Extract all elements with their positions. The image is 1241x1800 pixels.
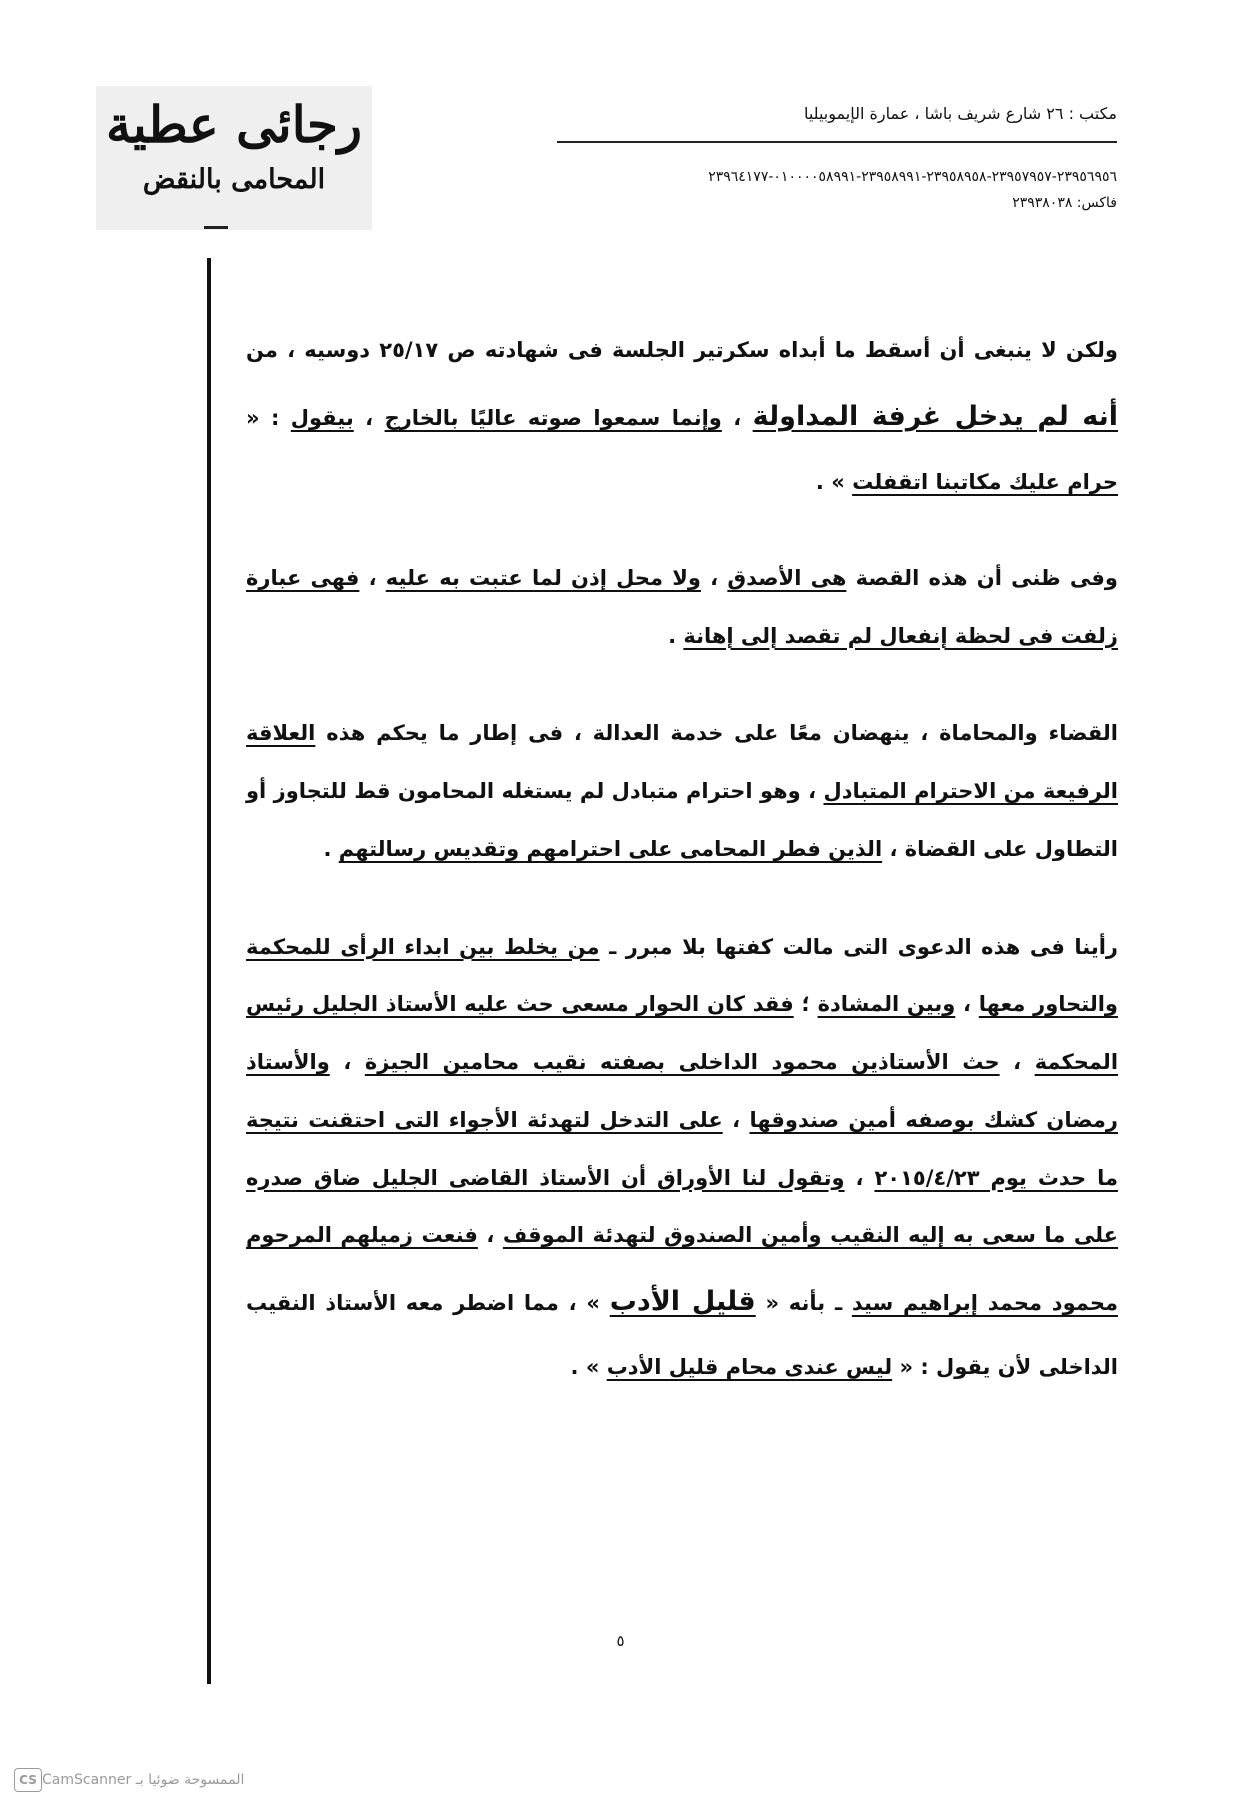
phone-numbers: ٢٣٩٥٦٩٥٦-٢٣٩٥٧٩٥٧-٢٣٩٥٨٩٥٨-٢٣٩٥٨٩٩١-٠١٠٠٠٠٥٨٩٩١-٢٣٩٦٤١٧٧: [708, 169, 1117, 185]
text: وفى ظنى أن هذه القصة: [846, 565, 1118, 590]
scanner-label: الممسوحة ضوئيا بـ CamScanner: [42, 1772, 245, 1788]
text: ولكن لا ينبغى أن أسقط ما أبداه سكرتير الجلسة فى شهادته ص ٢٥/١٧ دوسيه ، من: [246, 338, 1118, 362]
camscanner-icon: CS: [14, 1768, 42, 1792]
paragraph-3: [246, 705, 1118, 878]
underlined-text: حرام عليك مكاتبنا اتقفلت: [852, 470, 1118, 494]
underlined-text: وإنما سمعوا صوته عاليًا بالخارج: [384, 405, 722, 430]
text: ،: [477, 1223, 503, 1248]
logo-name: رجائى عطية: [105, 95, 363, 154]
text: ـ بأنه «: [755, 1291, 852, 1315]
text: ،: [955, 992, 979, 1017]
scanner-watermark: [8, 1768, 244, 1792]
margin-rule: [207, 258, 211, 1684]
text: رأينا فى هذه الدعوى التى مالت كفتها بلا مبرر ـ: [599, 934, 1119, 959]
text: .: [668, 623, 684, 648]
text: ،: [721, 405, 753, 430]
underlined-text: فقد كان الحوار مسعى حث عليه الأستاذ الجليل رئيس المحكمة: [246, 992, 1119, 1074]
document-body: [246, 322, 1118, 1437]
text: .: [323, 836, 339, 861]
underlined-text: فهى عبارة زلفت فى لحظة إنفعال لم تقصد إلى إهانة: [246, 565, 1118, 648]
text: : «: [246, 405, 291, 430]
underlined-text: بيقول: [290, 405, 354, 430]
text: » .: [815, 470, 853, 494]
text: ،: [722, 1107, 750, 1132]
paragraph-2: [246, 550, 1118, 666]
header-rule: [557, 141, 1117, 143]
logo-underline: [204, 226, 228, 229]
underlined-text: هى الأصدق: [727, 565, 847, 590]
text: ، وهو احترام متبادل لم يستغله المحامون قط للتجاوز أو التطاول على القضاة ،: [246, 779, 1118, 861]
fax-number: فاكس: ٢٣٩٣٨٠٣٨: [1012, 195, 1117, 211]
text: ،: [844, 1165, 875, 1190]
text: » ، مما اضطر معه الأستاذ النقيب الداخلى لأن يقول : «: [246, 1291, 1118, 1380]
text: ،: [353, 405, 385, 430]
underlined-text: حث الأستاذين محمود الداخلى بصفته نقيب محامين الجيزة: [364, 1050, 1000, 1074]
letterhead-contact: [557, 104, 1117, 211]
office-address: مكتب : ٢٦ شارع شريف باشا ، عمارة الإيموبيليا: [803, 104, 1117, 123]
underlined-text: وبين المشادة: [817, 992, 956, 1017]
underlined-text: فنعت زميلهم المرحوم محمود محمد إبراهيم سيد: [246, 1223, 1118, 1315]
text: ،: [329, 1050, 365, 1074]
text: ،: [359, 565, 386, 590]
underlined-text: من يخلط بين ابداء الرأى للمحكمة والتحاور معها: [246, 934, 1118, 1017]
underlined-text: وتقول لنا الأوراق أن الأستاذ القاضى الجليل ضاق صدره على ما سعى به إليه النقيب وأمين الصندوق لتهدئة الموقف: [246, 1165, 1118, 1248]
underlined-text: والأستاذ رمضان كشك بوصفه أمين صندوقها: [246, 1050, 1118, 1132]
text: ،: [999, 1050, 1035, 1074]
paragraph-1: [246, 322, 1118, 512]
underlined-text: على التدخل لتهدئة الأجواء التى احتقنت نتيجة ما حدث يوم ٢٠١٥/٤/٢٣: [246, 1107, 1118, 1190]
text: » .: [570, 1355, 607, 1380]
underlined-text: ليس عندى محام قليل الأدب: [606, 1355, 893, 1380]
underlined-text: قليل الأدب: [609, 1286, 756, 1317]
text: القضاء والمحاماة ، ينهضان معًا على خدمة العدالة ، فى إطار ما يحكم هذه: [315, 721, 1118, 746]
underlined-text: العلاقة الرفيعة من الاحترام المتبادل: [246, 721, 1118, 803]
text: ،: [700, 565, 728, 590]
letterhead-logo: [96, 86, 372, 230]
underlined-text: الذين فطر المحامى على احترامهم وتقديس رسالتهم: [338, 836, 883, 861]
underlined-text: أنه لم يدخل غرفة المداولة: [752, 400, 1118, 432]
paragraph-4: [246, 919, 1118, 1398]
underlined-text: ولا محل إذن لما عتبت به عليه: [385, 565, 701, 590]
text: ؛: [793, 992, 818, 1017]
page-number: ٥: [616, 1632, 625, 1650]
logo-title: المحامى بالنقض: [142, 164, 326, 195]
